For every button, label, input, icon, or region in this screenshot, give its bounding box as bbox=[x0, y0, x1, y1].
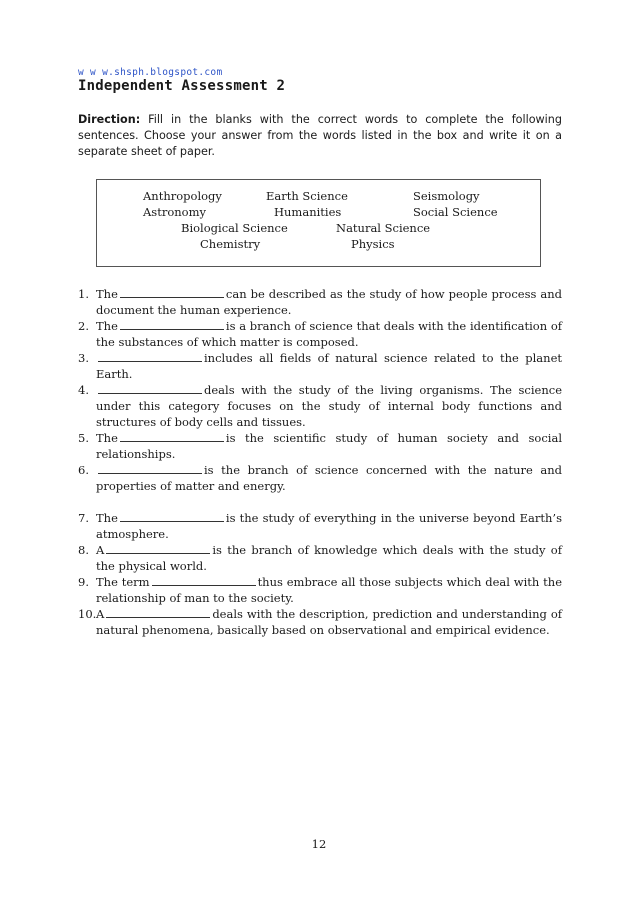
question-text-after: is the scientific study of human society and social relationships. bbox=[96, 431, 562, 461]
question-text-before: A bbox=[96, 543, 105, 557]
question-item bbox=[78, 542, 562, 574]
question-number: 8. bbox=[78, 543, 89, 557]
question-number: 1. bbox=[78, 287, 89, 301]
question-text-before: The bbox=[96, 287, 118, 301]
site-url: w w w.shsph.blogspot.com bbox=[78, 67, 223, 78]
question-list bbox=[78, 286, 562, 638]
question-number: 4. bbox=[78, 383, 89, 397]
question-text-after: includes all fields of natural science related to the planet Earth. bbox=[96, 351, 562, 381]
answer-blank[interactable] bbox=[98, 350, 202, 362]
question-text-before: The bbox=[96, 511, 118, 525]
word-option: Natural Science bbox=[336, 221, 431, 235]
answer-blank[interactable] bbox=[106, 542, 210, 554]
question-number: 5. bbox=[78, 431, 89, 445]
word-option: Astronomy bbox=[143, 205, 206, 219]
question-number: 7. bbox=[78, 511, 89, 525]
question-text-after: is the branch of science concerned with the nature and properties of matter and energy. bbox=[96, 463, 562, 493]
word-option: Anthropology bbox=[143, 189, 222, 203]
question-text-after: is the branch of knowledge which deals with the study of the physical world. bbox=[96, 543, 562, 573]
question-number: 3. bbox=[78, 351, 89, 365]
question-text-before: The term bbox=[96, 575, 150, 589]
question-item bbox=[78, 510, 562, 542]
question-text-before: The bbox=[96, 319, 118, 333]
word-option: Physics bbox=[351, 237, 395, 251]
question-text-after: is a branch of science that deals with the identification of the substances of which matter is composed. bbox=[96, 319, 562, 349]
question-item bbox=[78, 462, 562, 494]
direction-paragraph bbox=[78, 112, 562, 160]
question-text-after: is the study of everything in the universe beyond Earth’s atmosphere. bbox=[96, 511, 562, 541]
answer-blank[interactable] bbox=[120, 286, 224, 298]
word-option: Chemistry bbox=[200, 237, 261, 251]
answer-blank[interactable] bbox=[106, 606, 210, 618]
question-text-after: can be described as the study of how people process and document the human experience. bbox=[96, 287, 562, 317]
question-text-after: thus embrace all those subjects which deal with the relationship of man to the society. bbox=[96, 575, 562, 605]
word-option: Earth Science bbox=[266, 189, 348, 203]
question-item bbox=[78, 574, 562, 606]
question-text-before: The bbox=[96, 431, 118, 445]
answer-blank[interactable] bbox=[98, 462, 202, 474]
question-item bbox=[78, 382, 562, 430]
word-option: Social Science bbox=[413, 205, 498, 219]
word-option: Humanities bbox=[274, 205, 342, 219]
word-option: Seismology bbox=[413, 189, 480, 203]
question-number: 2. bbox=[78, 319, 89, 333]
word-option: Biological Science bbox=[181, 221, 288, 235]
question-text-before: A bbox=[96, 607, 105, 621]
question-number: 10. bbox=[78, 607, 97, 621]
page-number: 12 bbox=[311, 837, 327, 851]
question-item bbox=[78, 350, 562, 382]
question-item bbox=[78, 286, 562, 318]
answer-blank[interactable] bbox=[152, 574, 256, 586]
question-item bbox=[78, 318, 562, 350]
question-text-after: deals with the description, prediction and understanding of natural phenomena, basically based on observational and empirical evidence. bbox=[96, 607, 562, 637]
question-text-after: deals with the study of the living organisms. The science under this category focuses on the study of internal body functions and structures of body cells and tissues. bbox=[96, 383, 562, 429]
word-box bbox=[96, 179, 541, 267]
question-item bbox=[78, 606, 562, 638]
answer-blank[interactable] bbox=[120, 510, 224, 522]
direction-text: Fill in the blanks with the correct words to complete the following sentences. Choose your answer from the words listed in the box and write it on a separate sheet of paper. bbox=[78, 113, 562, 158]
question-number: 6. bbox=[78, 463, 89, 477]
answer-blank[interactable] bbox=[98, 382, 202, 394]
question-item bbox=[78, 430, 562, 462]
question-number: 9. bbox=[78, 575, 89, 589]
answer-blank[interactable] bbox=[120, 318, 224, 330]
answer-blank[interactable] bbox=[120, 430, 224, 442]
page-title: Independent Assessment 2 bbox=[78, 78, 286, 94]
direction-label: Direction: bbox=[78, 113, 141, 126]
